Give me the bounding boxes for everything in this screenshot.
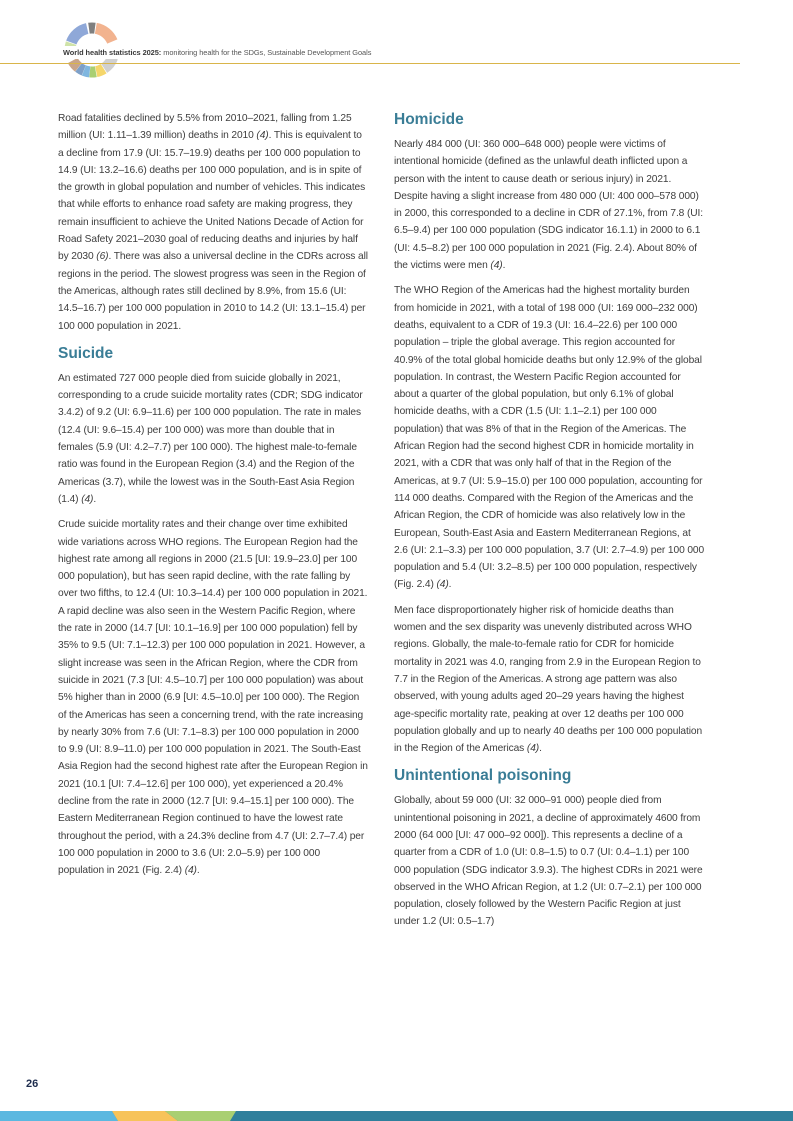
suicide-paragraph-2: Crude suicide mortality rates and their change over time exhibited wide variations across WHO regions. The European Region had the highest rate among all regions in 2000 (21.5 [UI: 19.9–23.0] per 100 000 population), but has seen rapid decline, with the rate falling by over two fifths, to 12.4 (UI: 10.3–14.4) per 100 000 population in 2021. A rapid decline was also seen in the Western Pacific Region, where the rate in 2000 (14.7 [UI: 10.1–16.9] per 100 000 population) fell by 35% to 9.5 (UI: 7.1–12.3) per 100 000 population in 2021. However, a slight increase was seen in the African Region, where the CDR from suicide in 2021 (7.3 [UI: 4.5–10.7] per 100 000 population) was about 5% higher than in 2000 (6.9 [UI: 4.5–10.0] per 100 000). The Region of the Americas has seen a concerning trend, with the rate increasing by nearly 30% from 7.6 (UI: 7.1–8.3) per 100 000 population in 2000 to 9.9 (UI: 8.9–11.0) per 100 000 population in 2021. The South-East Asia Region had the second highest rate after the European Region in 2021 (10.1 [UI: 7.4–12.6] per 100 000), yet experienced a 20.4% decline from the rate in 2000 (12.7 [UI: 9.4–15.1] per 100 000). The Eastern Mediterranean Region continued to have the lowest rate throughout the period, with a 24.3% decline from 4.7 (UI: 2.7–7.4) per 100 000 population in 2000 to 3.6 (UI: 2.0–5.9) per 100 000 population in 2021 (Fig. 2.4) (4).: [58, 519, 368, 877]
header-rule: [0, 63, 740, 64]
right-column: [394, 110, 706, 939]
footer-color-band: [0, 1111, 793, 1121]
left-column: [58, 110, 368, 887]
poisoning-paragraph-1: Globally, about 59 000 (UI: 32 000–91 000) people died from unintentional poisoning in 2021, a decline of approximately 4600 from 2000 (64 000 [UI: 47 000–92 000]). This represents a decline of a quarter from a CDR of 1.0 (UI: 0.8–1.5) to 0.7 (UI: 0.4–1.1) per 100 000 population (SDG indicator 3.9.3). The highest CDRs in 2021 were observed in the WHO African Region, at 1.2 (UI: 0.7–2.1) per 100 000 population, closely followed by the Western Pacific Region at just under 1.2 (UI: 0.5–1.7): [394, 795, 703, 928]
running-header: [63, 48, 371, 57]
suicide-heading: Suicide: [58, 344, 114, 362]
citation-link[interactable]: (4): [256, 130, 269, 142]
unintentional-poisoning-heading: Unintentional poisoning: [394, 767, 572, 785]
running-header-rest: monitoring health for the SDGs, Sustainable Development Goals: [161, 48, 372, 57]
homicide-paragraph-3: Men face disproportionately higher risk of homicide deaths than women and the sex disparity was unevenly distributed across WHO regions. Globally, the male-to-female ratio for CDR for homicide mortality in 2021 was 4.0, ranging from 2.9 in the European Region to 7.7 in the Region of the Americas. A strong age pattern was also observed, with young adults aged 20–29 years having the highest age-specific mortality rate, peaking at over 12 deaths per 100 000 population globally and up to nearly 40 deaths per 100 000 population in the Region of the Americas (4).: [394, 604, 703, 755]
homicide-heading: Homicide: [394, 111, 464, 128]
page-number: 26: [26, 1078, 39, 1090]
homicide-paragraph-2: The WHO Region of the Americas had the highest mortality burden from homicide in 2021, with a total of 198 000 (UI: 169 000–232 000) deaths, equivalent to a CDR of 19.3 (UI: 16.4–22.6) per 100 000 population – triple the global average. This region accounted for 40.9% of the total global homicide deaths but only 12.9% of the global population. In contrast, the Western Pacific Region accounted for about a quarter of the global population, but only 6.1% of global homicide deaths, with a CDR (1.5 (UI: 1.1–2.1) per 100 000 population) that was 8% of that in the Region of the Americas. The African Region had the second highest CDR in homicide mortality in 2021, with a CDR that was only half of that in the Region of the Americas, at 9.7 (UI: 5.9–15.0) per 100 000 population, accounting for 114 000 deaths. Compared with the Region of the Americas and the African Region, the CDR of homicide was also relatively low in the European, South-East Asia and Eastern Mediterranean Regions, at 2.6 (UI: 2.1–3.3) per 100 000 population, 3.7 (UI: 2.7–4.9) per 100 000 population and 5.4 (UI: 3.2–8.5) per 100 000 population, respectively (Fig. 2.4) (4).: [394, 285, 705, 591]
citation-link[interactable]: (4): [184, 865, 197, 877]
running-header-bold: World health statistics 2025:: [63, 48, 162, 57]
citation-link[interactable]: (6): [96, 251, 109, 263]
road-fatalities-paragraph: Road fatalities declined by 5.5% from 2010–2021, falling from 1.25 million (UI: 1.11–1.39 million) deaths in 2010 (4). This is equivalent to a decline from 17.9 (UI: 15.7–19.9) deaths per 100 000 population to 14.9 (UI: 13.2–16.6) deaths per 100 000 population, and is in spite of the growth in global population and number of vehicles. This indicates that while efforts to enhance road safety are making progress, they remain insufficient to achieve the United Nations Decade of Action for Road Safety 2021–2030 goal of reducing deaths and injuries by half by 2030 (6). There was also a universal decline in the CDRs across all regions in the period. The slowest progress was seen in the Region of the Americas, although rates still declined by 8.9%, from 15.6 (UI: 14.5–16.7) per 100 000 population in 2010 to 14.2 (UI: 13.1–15.4) per 100 000 population in 2021.: [58, 113, 368, 332]
citation-link[interactable]: (4): [81, 493, 94, 505]
citation-link[interactable]: (4): [490, 260, 503, 272]
suicide-paragraph-1: An estimated 727 000 people died from suicide globally in 2021, corresponding to a crude suicide mortality rates (CDR; SDG indicator 3.4.2) of 9.2 (UI: 6.9–11.6) per 100 000 population. The rate in males (12.4 (UI: 9.6–15.4) per 100 000) was more than double that in females (5.9 (UI: 4.2–7.7) per 100 000). The highest male-to-female ratio was found in the European Region (3.4) and the Region of the Americas (3.7), while the lowest was in the South-East Asia Region (1.4) (4).: [58, 372, 363, 505]
citation-link[interactable]: (4): [526, 743, 540, 755]
citation-link[interactable]: (4): [436, 579, 449, 591]
homicide-paragraph-1: Nearly 484 000 (UI: 360 000–648 000) people were victims of intentional homicide (defined as the unlawful death inflicted upon a person with the intent to cause death or serious injury) in 2021. Despite having a slight increase from 480 000 (UI: 400 000–578 000) in 2000, this corresponded to a decline in CDR of 27.1%, from 7.8 (UI: 6.5–9.4) per 100 000 population (SDG indicator 16.1.1) in 2000 to 6.1 (UI: 4.5–8.2) per 100 000 population in 2021 (Fig. 2.4). About 80% of the victims were men (4).: [394, 139, 703, 272]
